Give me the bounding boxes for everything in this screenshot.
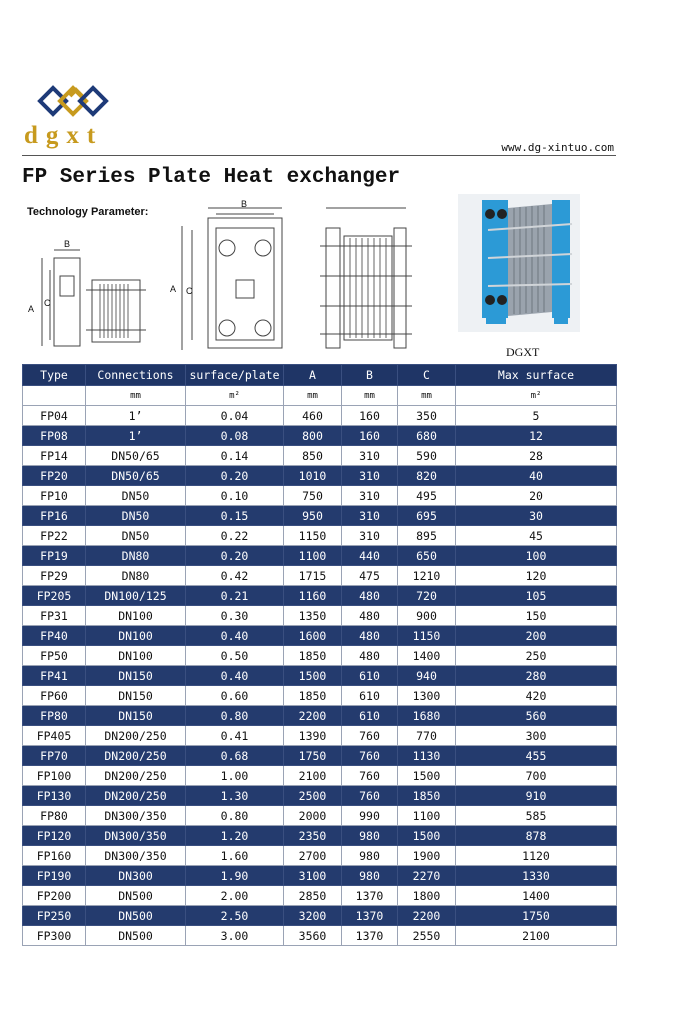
table-cell: FP100 [23, 766, 86, 786]
table-cell: 1330 [456, 866, 617, 886]
table-cell: 45 [456, 526, 617, 546]
table-cell: 1120 [456, 846, 617, 866]
table-cell: 1100 [398, 806, 456, 826]
table-cell: DN200/250 [86, 746, 186, 766]
logo-diamond-icon [34, 82, 118, 120]
table-row [23, 446, 617, 466]
table-cell: 0.42 [186, 566, 284, 586]
table-cell: 950 [284, 506, 342, 526]
table-header-row [23, 365, 617, 386]
table-cell: 0.50 [186, 646, 284, 666]
table-cell: 2200 [398, 906, 456, 926]
table-cell: 0.80 [186, 706, 284, 726]
table-cell: 1715 [284, 566, 342, 586]
table-cell: 250 [456, 646, 617, 666]
table-row [23, 766, 617, 786]
table-cell: DN50 [86, 506, 186, 526]
table-cell: 420 [456, 686, 617, 706]
table-cell: FP22 [23, 526, 86, 546]
table-cell: 1800 [398, 886, 456, 906]
table-cell: FP190 [23, 866, 86, 886]
table-cell: 800 [284, 426, 342, 446]
table-cell: DN200/250 [86, 786, 186, 806]
table-cell: 1150 [284, 526, 342, 546]
table-cell: 980 [342, 846, 398, 866]
table-row [23, 826, 617, 846]
table-cell: 900 [398, 606, 456, 626]
table-cell: 0.60 [186, 686, 284, 706]
table-cell: FP08 [23, 426, 86, 446]
table-cell: 980 [342, 866, 398, 886]
table-cell: 560 [456, 706, 617, 726]
table-cell: FP60 [23, 686, 86, 706]
table-cell: 0.04 [186, 406, 284, 426]
table-cell: 1390 [284, 726, 342, 746]
table-cell: 650 [398, 546, 456, 566]
table-row [23, 426, 617, 446]
table-cell: 2.00 [186, 886, 284, 906]
table-cell: DN80 [86, 546, 186, 566]
table-cell: 878 [456, 826, 617, 846]
table-cell: 480 [342, 586, 398, 606]
table-cell: 980 [342, 826, 398, 846]
table-cell: 1370 [342, 906, 398, 926]
column-header: Max surface [456, 365, 617, 386]
brand-logo [24, 82, 134, 154]
table-cell: 1’ [86, 426, 186, 446]
table-cell: DN80 [86, 566, 186, 586]
table-cell: 1500 [284, 666, 342, 686]
table-cell: 160 [342, 426, 398, 446]
table-row [23, 926, 617, 946]
table-cell: FP250 [23, 906, 86, 926]
table-cell: 1750 [284, 746, 342, 766]
table-row [23, 806, 617, 826]
table-cell: FP70 [23, 746, 86, 766]
table-cell: 1010 [284, 466, 342, 486]
table-cell: 3100 [284, 866, 342, 886]
logo-text: dgxt [24, 122, 104, 149]
units-row [23, 386, 617, 406]
table-cell: DN50 [86, 526, 186, 546]
table-cell: 2700 [284, 846, 342, 866]
table-cell: FP120 [23, 826, 86, 846]
table-cell: 1’ [86, 406, 186, 426]
table-cell: 940 [398, 666, 456, 686]
table-cell: 0.08 [186, 426, 284, 446]
table-row [23, 506, 617, 526]
table-cell: 1370 [342, 926, 398, 946]
table-cell: 0.40 [186, 626, 284, 646]
table-cell: 0.22 [186, 526, 284, 546]
table-cell: 28 [456, 446, 617, 466]
table-cell: 1350 [284, 606, 342, 626]
table-row [23, 666, 617, 686]
table-cell: 2500 [284, 786, 342, 806]
table-row [23, 586, 617, 606]
column-header: C [398, 365, 456, 386]
table-row [23, 866, 617, 886]
table-cell: 5 [456, 406, 617, 426]
table-cell: 2850 [284, 886, 342, 906]
table-cell: 2350 [284, 826, 342, 846]
drawing-label-c-small: C [44, 298, 51, 308]
table-cell: FP29 [23, 566, 86, 586]
table-cell: 0.20 [186, 466, 284, 486]
table-row [23, 486, 617, 506]
table-cell: 760 [342, 746, 398, 766]
table-cell: 2000 [284, 806, 342, 826]
table-cell: 495 [398, 486, 456, 506]
table-cell: 700 [456, 766, 617, 786]
table-cell: DN100 [86, 646, 186, 666]
table-cell: 1160 [284, 586, 342, 606]
table-cell: 910 [456, 786, 617, 806]
header-divider [22, 155, 616, 156]
table-cell: DN100 [86, 626, 186, 646]
photo-caption: DGXT [506, 345, 540, 359]
table-cell: 0.68 [186, 746, 284, 766]
table-cell: 2100 [456, 926, 617, 946]
unit-cell: mm [284, 386, 342, 406]
table-cell: FP130 [23, 786, 86, 806]
table-row [23, 546, 617, 566]
table-cell: DN150 [86, 706, 186, 726]
table-cell: 30 [456, 506, 617, 526]
drawing-label-b-large: B [241, 200, 248, 209]
table-cell: 1300 [398, 686, 456, 706]
table-cell: 770 [398, 726, 456, 746]
table-cell: 480 [342, 626, 398, 646]
table-cell: 105 [456, 586, 617, 606]
table-row [23, 566, 617, 586]
table-cell: 750 [284, 486, 342, 506]
table-cell: 0.40 [186, 666, 284, 686]
table-cell: 3200 [284, 906, 342, 926]
table-cell: DN300/350 [86, 846, 186, 866]
table-cell: 895 [398, 526, 456, 546]
table-row [23, 906, 617, 926]
table-cell: 1850 [284, 686, 342, 706]
table-cell: 1370 [342, 886, 398, 906]
table-row [23, 626, 617, 646]
table-cell: 1500 [398, 826, 456, 846]
product-photo [458, 194, 580, 332]
table-row [23, 846, 617, 866]
technical-drawing [26, 200, 446, 360]
table-cell: 1900 [398, 846, 456, 866]
table-cell: 440 [342, 546, 398, 566]
table-cell: 0.10 [186, 486, 284, 506]
table-cell: 820 [398, 466, 456, 486]
table-cell: DN50/65 [86, 466, 186, 486]
section-label: Technology Parameter: [27, 206, 149, 218]
column-header: B [342, 365, 398, 386]
table-cell: 1400 [456, 886, 617, 906]
table-cell: 310 [342, 506, 398, 526]
table-row [23, 746, 617, 766]
table-cell: 310 [342, 526, 398, 546]
table-cell: 20 [456, 486, 617, 506]
drawing-label-c-large: C [186, 286, 193, 296]
table-cell: FP04 [23, 406, 86, 426]
table-row [23, 406, 617, 426]
table-cell: 1150 [398, 626, 456, 646]
website-url[interactable]: www.dg-xintuo.com [501, 141, 614, 154]
table-cell: 760 [342, 766, 398, 786]
table-cell: FP80 [23, 706, 86, 726]
unit-cell: mm [86, 386, 186, 406]
table-cell: 460 [284, 406, 342, 426]
table-cell: 610 [342, 686, 398, 706]
spec-table [22, 364, 617, 946]
table-cell: 2550 [398, 926, 456, 946]
table-cell: 1.90 [186, 866, 284, 886]
table-cell: 585 [456, 806, 617, 826]
table-cell: DN500 [86, 926, 186, 946]
table-cell: FP205 [23, 586, 86, 606]
table-cell: 300 [456, 726, 617, 746]
table-cell: FP41 [23, 666, 86, 686]
table-cell: 0.30 [186, 606, 284, 626]
unit-cell [23, 386, 86, 406]
table-cell: DN200/250 [86, 726, 186, 746]
column-header: surface/plate [186, 365, 284, 386]
table-cell: DN100 [86, 606, 186, 626]
table-cell: 1400 [398, 646, 456, 666]
table-cell: 0.14 [186, 446, 284, 466]
table-cell: FP14 [23, 446, 86, 466]
table-cell: 3.00 [186, 926, 284, 946]
table-cell: 475 [342, 566, 398, 586]
table-cell: DN500 [86, 886, 186, 906]
table-cell: 350 [398, 406, 456, 426]
table-cell: 990 [342, 806, 398, 826]
table-cell: DN100/125 [86, 586, 186, 606]
table-cell: 100 [456, 546, 617, 566]
table-cell: 1100 [284, 546, 342, 566]
table-cell: 695 [398, 506, 456, 526]
drawing-label-b-small: B [64, 239, 71, 249]
table-cell: 40 [456, 466, 617, 486]
table-cell: DN150 [86, 666, 186, 686]
table-cell: FP19 [23, 546, 86, 566]
table-cell: 310 [342, 446, 398, 466]
table-cell: 2100 [284, 766, 342, 786]
table-cell: FP40 [23, 626, 86, 646]
table-cell: 1.60 [186, 846, 284, 866]
table-cell: 480 [342, 646, 398, 666]
table-cell: 1600 [284, 626, 342, 646]
table-cell: 310 [342, 486, 398, 506]
table-cell: 2200 [284, 706, 342, 726]
table-cell: 720 [398, 586, 456, 606]
table-cell: 850 [284, 446, 342, 466]
table-cell: 1850 [284, 646, 342, 666]
table-row [23, 726, 617, 746]
table-cell: 310 [342, 466, 398, 486]
table-cell: 480 [342, 606, 398, 626]
table-cell: DN300/350 [86, 826, 186, 846]
table-cell: DN300/350 [86, 806, 186, 826]
drawing-label-a-small: A [28, 304, 35, 314]
table-cell: DN200/250 [86, 766, 186, 786]
table-cell: 3560 [284, 926, 342, 946]
table-cell: 1850 [398, 786, 456, 806]
unit-cell: m² [456, 386, 617, 406]
table-cell: 12 [456, 426, 617, 446]
table-row [23, 686, 617, 706]
table-cell: 200 [456, 626, 617, 646]
table-cell: 1680 [398, 706, 456, 726]
table-cell: 610 [342, 666, 398, 686]
table-cell: FP16 [23, 506, 86, 526]
table-cell: 280 [456, 666, 617, 686]
unit-cell: mm [398, 386, 456, 406]
table-cell: 0.41 [186, 726, 284, 746]
table-cell: FP31 [23, 606, 86, 626]
table-cell: FP405 [23, 726, 86, 746]
page-title: FP Series Plate Heat exchanger [22, 166, 401, 189]
table-cell: 680 [398, 426, 456, 446]
table-cell: 455 [456, 746, 617, 766]
unit-cell: m² [186, 386, 284, 406]
table-row [23, 786, 617, 806]
table-cell: 760 [342, 786, 398, 806]
column-header: Connections [86, 365, 186, 386]
table-cell: 160 [342, 406, 398, 426]
table-row [23, 466, 617, 486]
table-cell: 0.80 [186, 806, 284, 826]
table-cell: 1.20 [186, 826, 284, 846]
table-cell: FP80 [23, 806, 86, 826]
table-cell: FP300 [23, 926, 86, 946]
table-cell: 1.30 [186, 786, 284, 806]
table-cell: 0.15 [186, 506, 284, 526]
table-row [23, 526, 617, 546]
table-cell: 760 [342, 726, 398, 746]
table-cell: DN300 [86, 866, 186, 886]
table-cell: 150 [456, 606, 617, 626]
table-cell: 610 [342, 706, 398, 726]
table-cell: 1130 [398, 746, 456, 766]
table-row [23, 606, 617, 626]
table-cell: 2270 [398, 866, 456, 886]
table-cell: DN50 [86, 486, 186, 506]
unit-cell: mm [342, 386, 398, 406]
table-cell: FP20 [23, 466, 86, 486]
table-cell: 120 [456, 566, 617, 586]
table-cell: DN50/65 [86, 446, 186, 466]
table-cell: 590 [398, 446, 456, 466]
table-row [23, 646, 617, 666]
table-cell: DN150 [86, 686, 186, 706]
drawing-label-a-large: A [170, 284, 177, 294]
table-cell: 1.00 [186, 766, 284, 786]
table-cell: 0.21 [186, 586, 284, 606]
table-cell: 2.50 [186, 906, 284, 926]
table-cell: FP50 [23, 646, 86, 666]
table-cell: DN500 [86, 906, 186, 926]
table-row [23, 706, 617, 726]
column-header: Type [23, 365, 86, 386]
table-cell: 1210 [398, 566, 456, 586]
table-cell: 0.20 [186, 546, 284, 566]
table-cell: FP160 [23, 846, 86, 866]
table-cell: FP200 [23, 886, 86, 906]
table-cell: FP10 [23, 486, 86, 506]
table-cell: 1750 [456, 906, 617, 926]
column-header: A [284, 365, 342, 386]
table-cell: 1500 [398, 766, 456, 786]
table-row [23, 886, 617, 906]
